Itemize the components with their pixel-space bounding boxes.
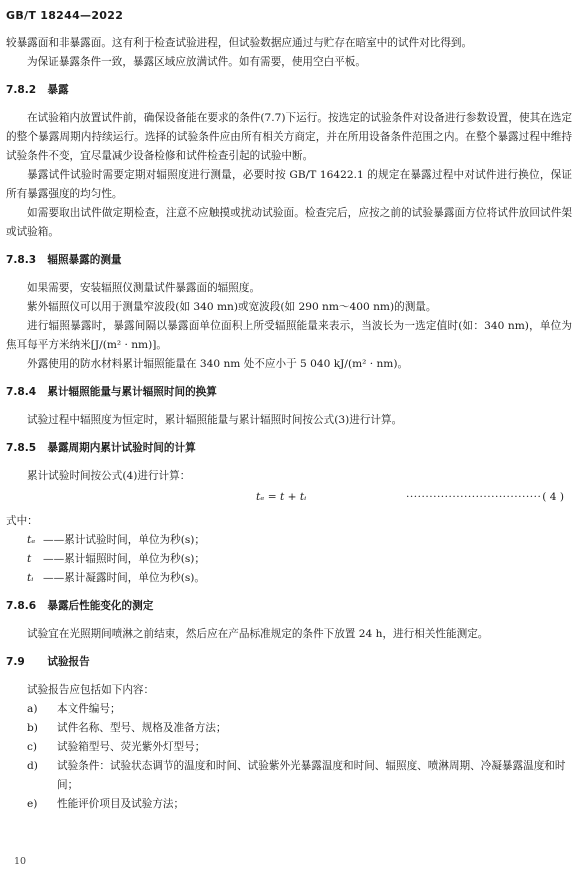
section-heading-7-8-4 — [6, 383, 572, 402]
list-item — [27, 700, 572, 719]
list-item — [27, 719, 572, 738]
symbol-text: ——累计试验时间，单位为秒(s)； — [43, 534, 206, 546]
section-heading-7-8-6 — [6, 597, 572, 616]
formula-leader-dots: ··································· — [406, 491, 542, 503]
symbol-text: ——累计凝露时间，单位为秒(s)。 — [43, 572, 206, 584]
where-label: 式中： — [6, 515, 38, 527]
body-paragraph: 紫外辐照仪可以用于测量窄波段(如 340 mn)或宽波段(如 290 nm～400 nm)的测量。 — [27, 301, 437, 313]
section-heading-7-8-2 — [6, 81, 572, 100]
section-number: 7.9 — [6, 656, 25, 668]
list-item — [27, 738, 572, 757]
body-paragraph: 外露使用的防水材料累计辐照能量在 340 nm 处不应小于 5 040 kJ/(m² · nm)。 — [27, 358, 409, 370]
list-item-text: 试验箱型号、荧光紫外灯型号； — [57, 741, 206, 753]
list-item — [27, 795, 572, 814]
report-item-list — [6, 700, 572, 814]
body-paragraph: 如果需要，安装辐照仪测量试件暴露面的辐照度。 — [27, 282, 261, 294]
symbol: t — [27, 553, 32, 565]
formula-expression: tₑ = t + tᵢ — [256, 491, 307, 503]
list-item-label: e) — [27, 798, 38, 810]
symbol-definition — [6, 531, 572, 550]
section-number: 7.8.5 — [6, 442, 37, 454]
section-heading-7-9 — [6, 653, 572, 672]
body-paragraph: 在试验箱内放置试件前，确保设备能在要求的条件(7.7)下运行。按选定的试验条件对设备进行参数设置，使其在选定的整个暴露周期内持续运行。选择的试验条件应由所有相关方商定，并在所用设备条件范围之内。在整个暴露过程中维持试验条件不变，宜尽量减少设备检修和试件检查引起的试验中断。 — [6, 112, 572, 162]
symbol-definition — [6, 569, 572, 588]
section-title: 暴露后性能变化的测定 — [47, 600, 154, 612]
page-content — [6, 34, 572, 814]
intro-paragraph: 较暴露面和非暴露面。这有利于检查试验进程，但试验数据应通过与贮存在暗室中的试件对比得到。 — [6, 37, 473, 49]
symbol: tᵢ — [27, 572, 34, 584]
list-item — [27, 757, 572, 795]
symbol-definition — [6, 550, 572, 569]
list-item-label: a) — [27, 703, 38, 715]
section-number: 7.8.2 — [6, 84, 37, 96]
section-heading-7-8-3 — [6, 251, 572, 270]
symbol: tₑ — [27, 534, 36, 546]
body-paragraph: 试验报告应包括如下内容： — [27, 684, 155, 696]
body-paragraph: 试验过程中辐照度为恒定时，累计辐照能量与累计辐照时间按公式(3)进行计算。 — [27, 414, 403, 426]
section-title: 试验报告 — [47, 656, 90, 668]
formula-number: ( 4 ) — [542, 491, 564, 503]
list-item-text: 试件名称、型号、规格及准备方法； — [57, 722, 227, 734]
section-title: 暴露 — [47, 84, 69, 96]
intro-paragraph: 为保证暴露条件一致，暴露区域应放满试件。如有需要，使用空白平板。 — [27, 56, 366, 68]
section-heading-7-8-5 — [6, 439, 572, 458]
standard-number: GB/T 18244—2022 — [6, 9, 124, 22]
symbol-text: ——累计辐照时间，单位为秒(s)； — [43, 553, 206, 565]
body-paragraph: 暴露试件试验时需要定期对辐照度进行测量，必要时按 GB/T 16422.1 的规定在暴露过程中对试件进行换位，保证所有暴露强度的均匀性。 — [6, 169, 572, 200]
body-paragraph: 试验宜在光照期间喷淋之前结束，然后应在产品标准规定的条件下放置 24 h，进行相关性能测定。 — [27, 628, 489, 640]
section-number: 7.8.3 — [6, 254, 37, 266]
section-title: 累计辐照能量与累计辐照时间的换算 — [47, 386, 217, 398]
body-paragraph: 进行辐照暴露时，暴露间隔以暴露面单位面积上所受辐照能量来表示，当波长为一选定值时(如：340 nm)，单位为焦耳每平方米纳米[J/(m² · nm)]。 — [6, 320, 572, 351]
section-title: 暴露周期内累计试验时间的计算 — [47, 442, 196, 454]
body-paragraph: 如需要取出试件做定期检查，注意不应触摸或扰动试验面。检查完后，应按之前的试验暴露面方位将试件放回试件架或试验箱。 — [6, 207, 572, 238]
body-paragraph: 累计试验时间按公式(4)进行计算： — [27, 470, 191, 482]
formula-4 — [6, 488, 572, 510]
section-number: 7.8.6 — [6, 600, 37, 612]
list-item-text: 试验条件：试验状态调节的温度和时间、试验紫外光暴露温度和时间、辐照度、喷淋周期、冷凝暴露温度和时间； — [57, 760, 566, 791]
list-item-label: d) — [27, 760, 38, 772]
list-item-text: 本文件编号； — [57, 703, 121, 715]
list-item-label: c) — [27, 741, 38, 753]
section-number: 7.8.4 — [6, 386, 37, 398]
page-number: 10 — [14, 856, 27, 867]
section-title: 辐照暴露的测量 — [47, 254, 122, 266]
list-item-text: 性能评价项目及试验方法； — [57, 798, 185, 810]
list-item-label: b) — [27, 722, 38, 734]
